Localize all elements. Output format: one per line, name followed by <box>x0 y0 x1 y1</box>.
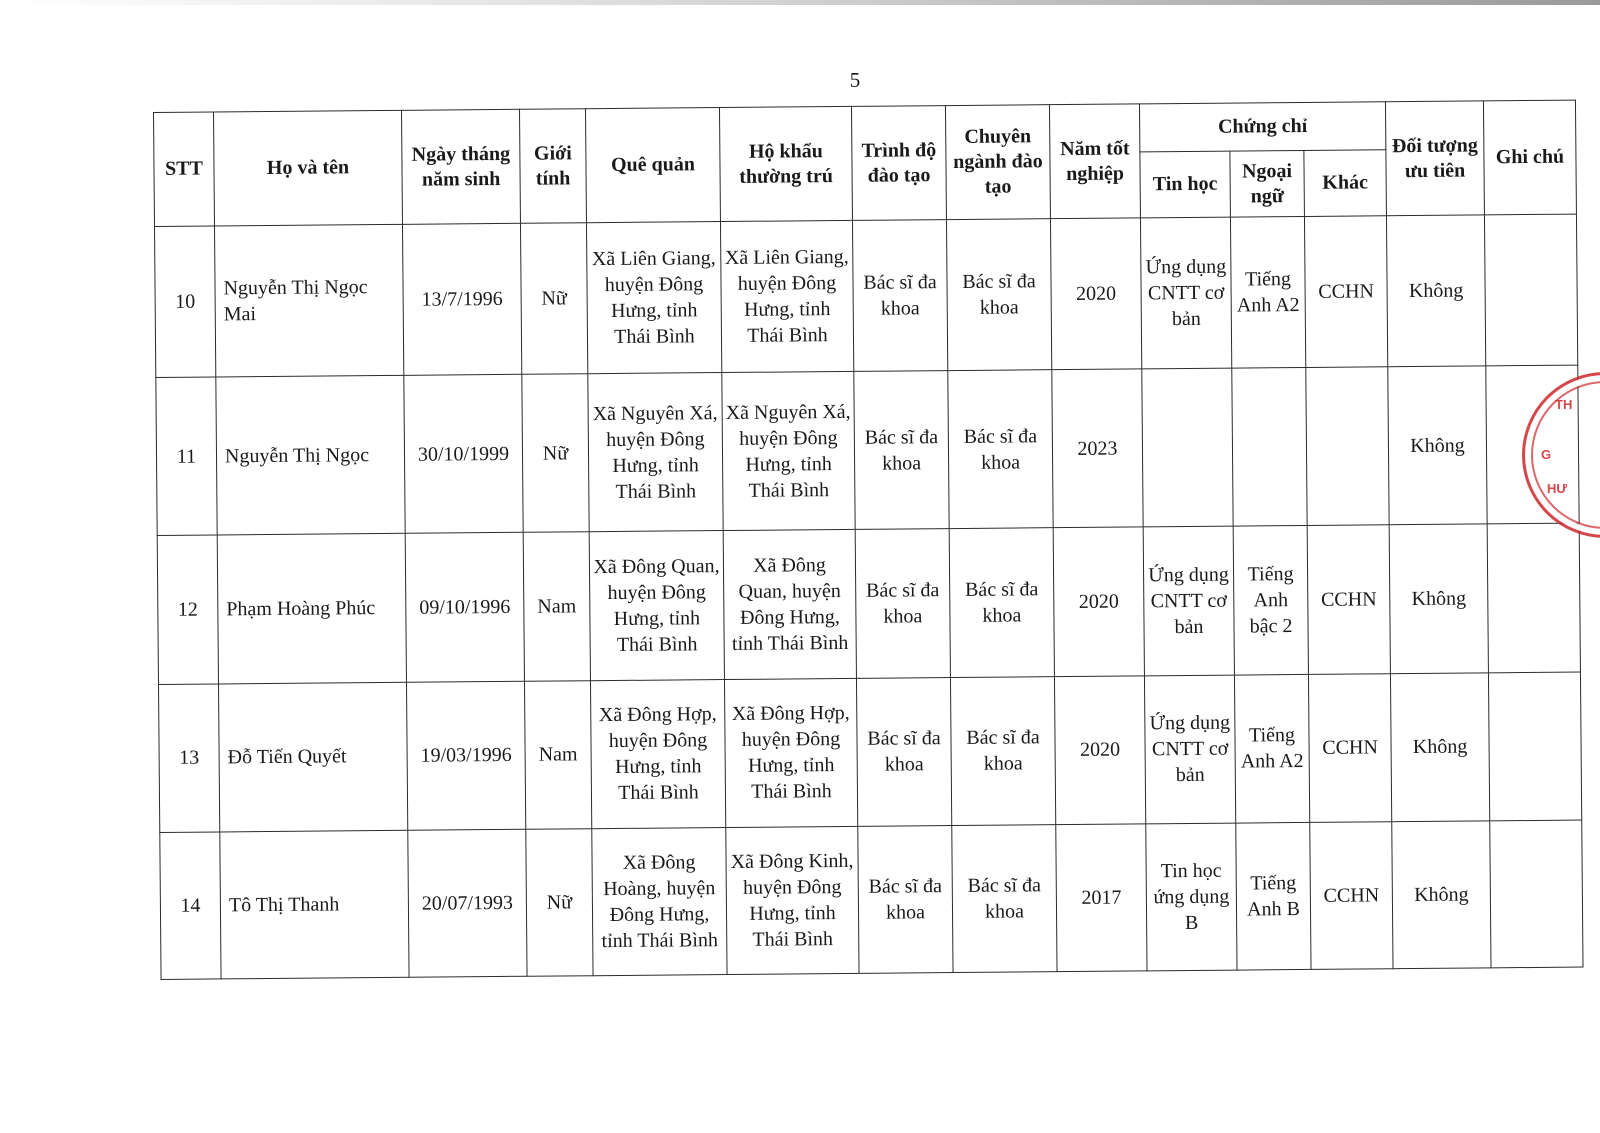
table-row <box>158 672 1581 832</box>
cell-residence: Xã Nguyên Xá, huyện Đông Hưng, tỉnh Thái Bình <box>722 372 855 531</box>
table-row <box>156 365 1579 535</box>
cell-cert-other: CCHN <box>1307 525 1390 675</box>
cell-cert-other <box>1306 367 1389 525</box>
cell-hometown: Xã Đông Hoàng, huyện Đông Hưng, tỉnh Thái Bình <box>592 827 727 976</box>
cell-stt: 11 <box>156 377 217 535</box>
header-education: Trình độ đào tạo <box>851 106 946 221</box>
header-gender: Giới tính <box>519 109 586 224</box>
candidate-table <box>153 100 1584 980</box>
cell-dob: 20/07/1993 <box>408 829 527 977</box>
cell-cert-lang: Tiếng Anh B <box>1236 822 1311 970</box>
cell-major: Bác sĩ đa khoa <box>948 370 1053 528</box>
cell-hometown: Xã Liên Giang, huyện Đông Hưng, tỉnh Thái Bình <box>586 222 721 375</box>
cell-education: Bác sĩ đa khoa <box>855 528 950 678</box>
table-row <box>160 820 1583 980</box>
cell-name: Nguyễn Thị Ngọc <box>216 376 405 535</box>
cell-priority: Không <box>1392 820 1491 968</box>
header-certificates: Chứng chỉ <box>1139 102 1385 152</box>
header-residence: Hộ khẩu thường trú <box>719 106 852 221</box>
cell-gender: Nam <box>524 681 591 829</box>
cell-residence: Xã Liên Giang, huyện Đông Hưng, tỉnh Thái Bình <box>720 220 853 373</box>
header-cert-lang: Ngoại ngữ <box>1230 150 1305 217</box>
cell-priority: Không <box>1388 366 1487 524</box>
cell-hometown: Xã Đông Hợp, huyện Đông Hưng, tỉnh Thái Bình <box>590 680 725 829</box>
cell-major: Bác sĩ đa khoa <box>950 677 1055 825</box>
header-grad-year: Năm tốt nghiệp <box>1049 104 1140 219</box>
cell-cert-lang <box>1232 368 1307 526</box>
cell-cert-it: Ứng dụng CNTT cơ bản <box>1143 526 1234 676</box>
cell-hometown: Xã Đông Quan, huyện Đông Hưng, tỉnh Thái Bình <box>589 530 724 681</box>
cell-residence: Xã Đông Hợp, huyện Đông Hưng, tỉnh Thái Bình <box>724 679 857 828</box>
stamp-text-1: TH <box>1555 397 1573 412</box>
cell-name: Phạm Hoàng Phúc <box>217 533 406 684</box>
cell-cert-it: Ứng dụng CNTT cơ bản <box>1140 217 1231 369</box>
cell-name: Đỗ Tiến Quyết <box>218 683 407 832</box>
header-major: Chuyên ngành đào tạo <box>945 105 1050 220</box>
cell-note <box>1488 672 1581 820</box>
cell-grad-year: 2020 <box>1053 527 1144 677</box>
cell-cert-it: Ứng dụng CNTT cơ bản <box>1144 675 1235 823</box>
cell-hometown: Xã Nguyên Xá, huyện Đông Hưng, tỉnh Thái Bình <box>588 373 723 532</box>
cell-grad-year: 2023 <box>1052 369 1143 527</box>
cell-stt: 13 <box>158 684 219 832</box>
header-note: Ghi chú <box>1483 100 1576 215</box>
header-priority: Đối tượng ưu tiên <box>1385 101 1484 216</box>
cell-education: Bác sĩ đa khoa <box>852 220 947 372</box>
cell-stt: 12 <box>157 535 218 685</box>
table-row <box>154 214 1577 378</box>
cell-stt: 14 <box>160 832 221 980</box>
cell-dob: 09/10/1996 <box>405 532 524 682</box>
header-dob: Ngày tháng năm sinh <box>401 109 520 224</box>
cell-name: Nguyễn Thị Ngọc Mai <box>214 224 403 377</box>
cell-major: Bác sĩ đa khoa <box>946 219 1051 371</box>
cell-gender: Nam <box>523 532 590 682</box>
cell-stt: 10 <box>154 226 215 378</box>
page-top-edge <box>0 0 1600 5</box>
header-cert-it: Tin học <box>1140 151 1231 218</box>
cell-dob: 19/03/1996 <box>406 682 525 830</box>
cell-name: Tô Thị Thanh <box>220 830 409 979</box>
cell-cert-other: CCHN <box>1308 674 1391 822</box>
cell-priority: Không <box>1390 673 1489 821</box>
cell-note <box>1490 820 1583 968</box>
cell-note <box>1484 214 1577 366</box>
cell-gender: Nữ <box>526 828 593 976</box>
cell-cert-other: CCHN <box>1304 216 1387 368</box>
cell-education: Bác sĩ đa khoa <box>854 371 949 529</box>
cell-cert-lang: Tiếng Anh A2 <box>1230 216 1305 368</box>
cell-note <box>1487 523 1580 673</box>
table-row <box>157 523 1580 685</box>
page-number: 5 <box>849 68 861 92</box>
header-cert-other: Khác <box>1304 150 1387 217</box>
cell-cert-lang: Tiếng Anh bậc 2 <box>1233 525 1308 675</box>
cell-grad-year: 2020 <box>1054 676 1145 824</box>
cell-major: Bác sĩ đa khoa <box>949 528 1054 678</box>
cell-cert-other: CCHN <box>1310 821 1393 969</box>
header-stt: STT <box>154 112 215 227</box>
cell-cert-it <box>1142 369 1233 527</box>
cell-priority: Không <box>1386 215 1485 367</box>
cell-residence: Xã Đông Kinh, huyện Đông Hưng, tỉnh Thái Bình <box>726 826 859 975</box>
cell-grad-year: 2020 <box>1050 218 1141 370</box>
cell-cert-it: Tin học ứng dụng B <box>1146 823 1237 971</box>
header-name: Họ và tên <box>214 110 403 226</box>
cell-major: Bác sĩ đa khoa <box>952 824 1057 972</box>
cell-education: Bác sĩ đa khoa <box>856 678 951 826</box>
stamp-text-3: HƯ <box>1547 481 1568 496</box>
cell-priority: Không <box>1389 524 1488 674</box>
cell-grad-year: 2017 <box>1056 823 1147 971</box>
cell-cert-lang: Tiếng Anh A2 <box>1234 675 1309 823</box>
stamp-text-2: G <box>1541 447 1552 462</box>
cell-dob: 30/10/1999 <box>404 375 523 533</box>
cell-gender: Nữ <box>522 374 589 532</box>
cell-dob: 13/7/1996 <box>402 223 521 375</box>
header-hometown: Quê quản <box>585 108 720 223</box>
cell-education: Bác sĩ đa khoa <box>858 825 953 973</box>
cell-gender: Nữ <box>520 223 587 375</box>
cell-residence: Xã Đông Quan, huyện Đông Hưng, tỉnh Thái Bình <box>723 529 856 680</box>
